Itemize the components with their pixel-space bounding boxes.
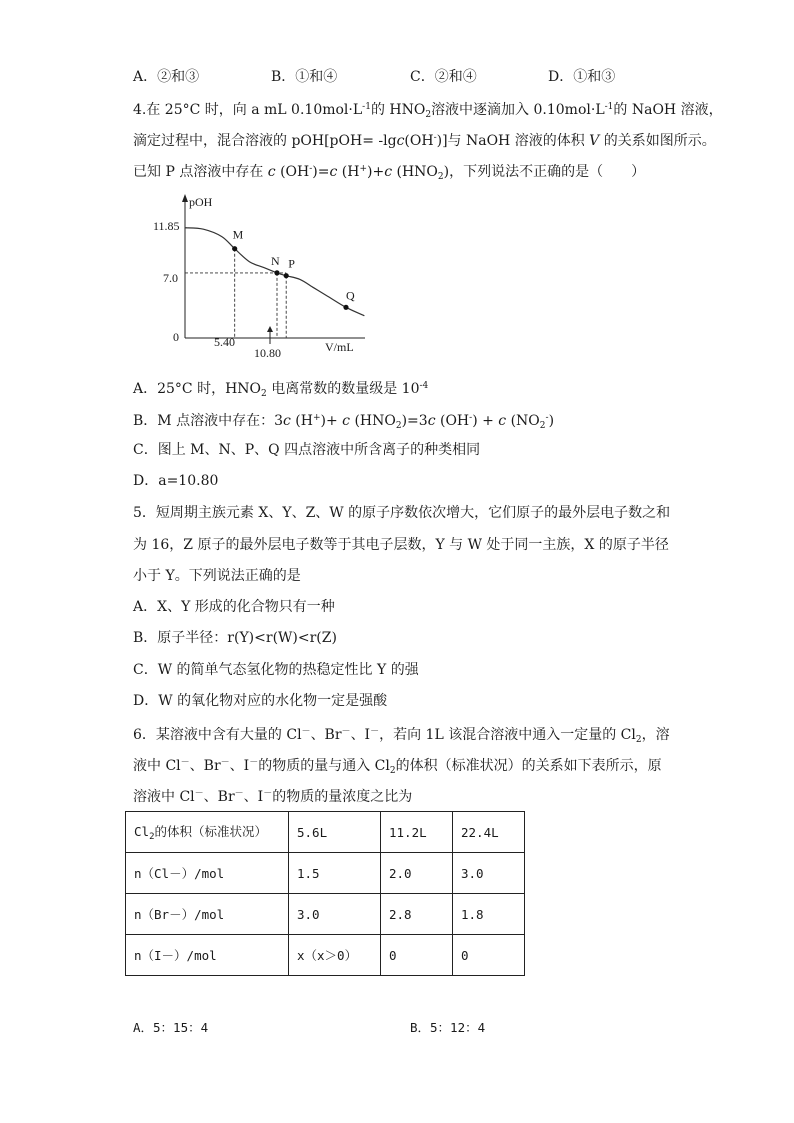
q4-stem-line2: 滴定过程中，混合溶液的 pOH[pOH= -lgc(OH-)]与 NaOH 溶液的体积 V 的关系如图所示。 [133, 133, 716, 149]
titration-chart [153, 190, 370, 360]
table-cell: x（x＞0） [289, 935, 381, 976]
point-p [284, 273, 289, 278]
x-tick-10-80: 10.80 [254, 346, 281, 360]
y-axis-label: pOH [189, 195, 213, 209]
point-n [274, 270, 279, 275]
q5-option-c: C．W 的简单气态氢化物的热稳定性比 Y 的强 [133, 662, 419, 678]
q4-stem-line3: 已知 P 点溶液中存在 c (OH-)=c (H+)+c $(HNO_2)$，下列说法不正确的是（ ） [133, 164, 646, 182]
q5-stem-line1: 5．短周期主族元素 X、Y、Z、W 的原子序数依次增大，它们原子的最外层电子数之和 [133, 505, 671, 521]
table-col-22-4L: 22.4L [453, 812, 525, 853]
table-cell: 1.5 [289, 853, 381, 894]
point-label-q: Q [346, 288, 355, 303]
point-label-n: N [271, 253, 280, 268]
q4-stem-line1: 4.在 25°C 时，向 a mL $0.10mol\cdot L^{-1}$的 $HNO_2$溶液中逐滴加入 $0.10mol\cdot L^{-1}$的 NaOH 溶液， [133, 102, 723, 120]
prev-option-d: D．①和③ [548, 69, 616, 85]
table-row [126, 853, 525, 894]
y-tick-0: 0 [173, 330, 179, 344]
table-row [126, 935, 525, 976]
point-label-m: M [232, 227, 244, 242]
point-label-p: P [288, 256, 295, 271]
q6-stem-line1: 6．某溶液中含有大量的 Cl－、Br－、I－，若向 1L 该混合溶液中通入一定量的 $Cl_2$，溶 [133, 727, 670, 745]
table-cell: 1.8 [453, 894, 525, 935]
q5-option-a: A．X、Y 形成的化合物只有一种 [133, 599, 335, 615]
table-cell: 2.0 [381, 853, 453, 894]
table-cell: 3.0 [289, 894, 381, 935]
q5-stem-line3: 小于 Y。下列说法正确的是 [133, 568, 301, 584]
prev-option-a: A．②和③ [133, 69, 200, 85]
table-row [126, 894, 525, 935]
table-cell: 0 [453, 935, 525, 976]
point-q [343, 305, 348, 310]
table-header-cell: $Cl_2$的体积（标准状况） [126, 812, 289, 853]
q6-option-a: A．5：15：4 [133, 1020, 209, 1035]
x-tick-10-80-arrow-head [267, 326, 273, 332]
q5-stem-line2: 为 16，Z 原子的最外层电子数等于其电子层数，Y 与 W 处于同一主族，X 的原子半径 [133, 537, 669, 553]
q4-option-a: A．25°C 时，$HNO_2$ 电离常数的数量级是 $10^{-4}$ [133, 381, 429, 399]
prev-option-c: C．②和④ [410, 69, 477, 85]
q5-option-d: D．W 的氧化物对应的水化物一定是强酸 [133, 693, 388, 709]
point-m [232, 246, 237, 251]
row-label-i: n（I－）/mol [126, 935, 289, 976]
x-axis-label: V/mL [325, 340, 354, 354]
q6-stem-line3: 溶液中 Cl－、Br－、I－的物质的量浓度之比为 [133, 789, 413, 805]
q5-option-b: B．原子半径：r(Y)<r(W)<r(Z) [133, 630, 337, 646]
row-label-cl: n（Cl－）/mol [126, 853, 289, 894]
y-axis-arrow [182, 194, 188, 202]
chlorine-table [125, 811, 525, 976]
q4-option-b: B．M 点溶液中存在：3c (H+)+ c $(HNO_2)=3c$ (OH-) + c $(NO_2^-)$ [133, 413, 555, 431]
table-header-row [126, 812, 525, 853]
table-col-11-2L: 11.2L [381, 812, 453, 853]
y-tick-11-85: 11.85 [153, 219, 180, 233]
q6-stem-line2: 液中 Cl－、Br－、I－的物质的量与通入 $Cl_2$的体积（标准状况）的关系如下表所示，原 [133, 758, 662, 776]
x-tick-5-40: 5.40 [214, 335, 235, 349]
q4-option-d: D．a=10.80 [133, 473, 219, 489]
table-cell: 0 [381, 935, 453, 976]
row-label-br: n（Br－）/mol [126, 894, 289, 935]
y-tick-7-0: 7.0 [163, 271, 178, 285]
table-cell: 3.0 [453, 853, 525, 894]
q4-option-c: C．图上 M、N、P、Q 四点溶液中所含离子的种类相同 [133, 442, 481, 458]
q6-option-b: B．5：12：4 [410, 1020, 486, 1035]
table-cell: 2.8 [381, 894, 453, 935]
prev-option-b: B．①和④ [271, 69, 338, 85]
table-col-5-6L: 5.6L [289, 812, 381, 853]
